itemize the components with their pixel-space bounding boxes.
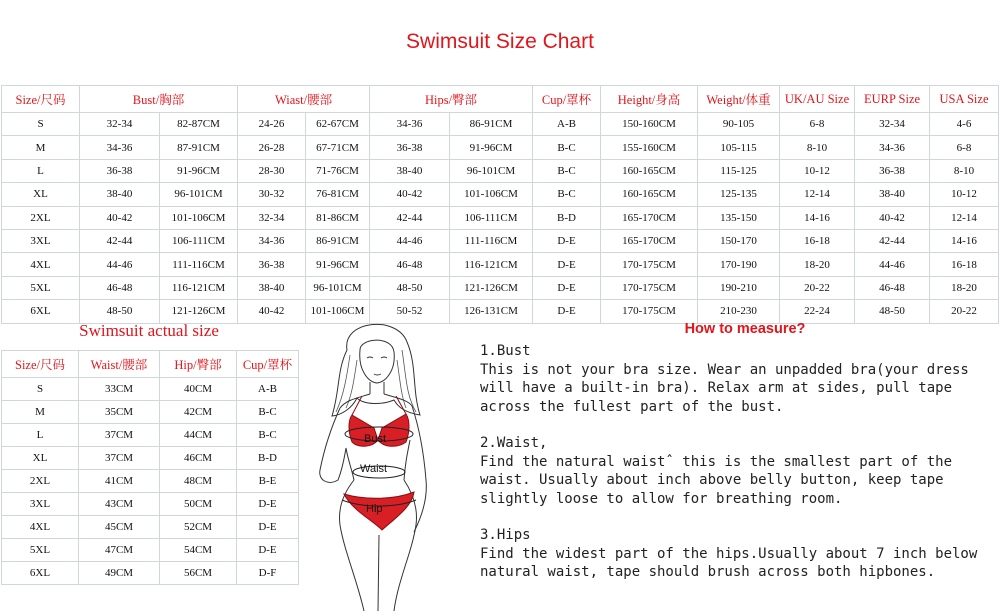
table-cell: 40-42 [80,206,160,229]
table-cell: A-B [533,113,601,136]
table-cell: 125-135 [698,183,780,206]
table-cell: 86-91CM [306,229,370,252]
table-cell: B-C [533,159,601,182]
table-cell: 16-18 [780,229,855,252]
table-cell: 87-91CM [160,136,238,159]
table-row [2,300,999,323]
table-cell: XL [2,183,80,206]
table-cell: 121-126CM [160,300,238,323]
body-measurement-figure [302,320,470,611]
table-row [2,470,299,493]
table-cell: 10-12 [930,183,999,206]
header-usa-size: USA Size [930,86,999,113]
waist-label: Waist [360,463,388,475]
table-cell: 3XL [2,493,79,516]
table-cell: 48-50 [855,300,930,323]
table-cell: 22-24 [780,300,855,323]
header-weight: Weight/体重 [698,86,780,113]
actual-header-cup: Cup/罩杯 [237,351,299,378]
table-cell: 42-44 [80,229,160,252]
table-cell: 160-165CM [601,159,698,182]
table-cell: 44-46 [855,253,930,276]
table-cell: 40CM [160,378,237,401]
table-cell: D-E [533,276,601,299]
table-cell: 6XL [2,300,80,323]
table-cell: 165-170CM [601,206,698,229]
table-cell: 49CM [79,562,160,585]
table-row [2,378,299,401]
table-cell: 210-230 [698,300,780,323]
table-row [2,401,299,424]
table-cell: 101-106CM [160,206,238,229]
table-row [2,229,999,252]
table-cell: 45CM [79,516,160,539]
table-cell: 43CM [79,493,160,516]
table-row [2,562,299,585]
table-cell: 8-10 [780,136,855,159]
table-cell: 91-96CM [160,159,238,182]
table-cell: 34-36 [238,229,306,252]
table-cell: 36-38 [80,159,160,182]
table-cell: 121-126CM [450,276,533,299]
table-cell: 34-36 [855,136,930,159]
table-cell: 48-50 [80,300,160,323]
table-cell: 32-34 [80,113,160,136]
table-cell: 42-44 [855,229,930,252]
table-cell: 6-8 [930,136,999,159]
table-cell: 20-22 [930,300,999,323]
table-cell: 48CM [160,470,237,493]
header-hips: Hips/臀部 [370,86,533,113]
table-cell: 14-16 [780,206,855,229]
table-cell: 46CM [160,447,237,470]
header-cup: Cup/罩杯 [533,86,601,113]
table-cell: 28-30 [238,159,306,182]
header-eurp-size: EURP Size [855,86,930,113]
woman-figure-illustration [302,320,470,611]
table-cell: 37CM [79,424,160,447]
table-cell: 18-20 [930,276,999,299]
waist-heading: 2.Waist, [480,435,548,451]
actual-size-title: Swimsuit actual size [79,321,219,340]
table-cell: 96-101CM [450,159,533,182]
table-cell: 101-106CM [450,183,533,206]
header-height: Height/身高 [601,86,698,113]
hips-text: Find the widest part of the hips.Usually about 7 inch below natural waist, tape should brush across both hipbones. [480,545,986,580]
table-cell: D-E [237,516,299,539]
table-cell: 40-42 [370,183,450,206]
table-cell: 50CM [160,493,237,516]
table-cell: 111-116CM [160,253,238,276]
bust-instruction [480,342,1000,416]
table-row [2,253,999,276]
table-cell: B-D [237,447,299,470]
table-cell: 32-34 [855,113,930,136]
bust-text: This is not your bra size. Wear an unpadded bra(your dress will have a built-in bra). Relax arm at sides, pull tape across the fullest part of the bust. [480,361,978,415]
table-row [2,493,299,516]
table-cell: D-E [533,253,601,276]
measure-instructions [480,342,1000,600]
table-cell: B-D [533,206,601,229]
header-waist: Wiast/腰部 [238,86,370,113]
how-to-measure-title: How to measure? [684,321,806,337]
table-cell: D-F [237,562,299,585]
table-cell: 42CM [160,401,237,424]
table-cell: 91-96CM [450,136,533,159]
table-cell: 3XL [2,229,80,252]
table-cell: 4XL [2,253,80,276]
table-cell: 150-160CM [601,113,698,136]
table-cell: 106-111CM [450,206,533,229]
table-cell: 30-32 [238,183,306,206]
table-cell: 37CM [79,447,160,470]
table-cell: 76-81CM [306,183,370,206]
table-cell: D-E [533,229,601,252]
table-cell: XL [2,447,79,470]
table-cell: 52CM [160,516,237,539]
table-row [2,424,299,447]
table-cell: 46-48 [80,276,160,299]
table-cell: 150-170 [698,229,780,252]
table-cell: 5XL [2,276,80,299]
table-cell: D-E [533,300,601,323]
table-cell: 4XL [2,516,79,539]
table-cell: 135-150 [698,206,780,229]
table-cell: 46-48 [855,276,930,299]
table-cell: M [2,401,79,424]
table-cell: 44CM [160,424,237,447]
table-cell: L [2,159,80,182]
table-cell: 106-111CM [160,229,238,252]
table-cell: 115-125 [698,159,780,182]
table-cell: D-E [237,493,299,516]
table-cell: 6-8 [780,113,855,136]
table-cell: B-C [533,136,601,159]
table-cell: 10-12 [780,159,855,182]
hips-heading: 3.Hips [480,527,531,543]
table-cell: 38-40 [80,183,160,206]
table-cell: 160-165CM [601,183,698,206]
table-cell: A-B [237,378,299,401]
hips-instruction [480,526,1000,582]
table-cell: 4-6 [930,113,999,136]
header-size: Size/尺码 [2,86,80,113]
table-cell: 26-28 [238,136,306,159]
table-cell: 36-38 [370,136,450,159]
table-cell: 155-160CM [601,136,698,159]
bust-label: Bust [364,433,387,445]
table-cell: 62-67CM [306,113,370,136]
table-cell: 2XL [2,470,79,493]
table-cell: 36-38 [855,159,930,182]
table-row [2,113,999,136]
table-row [2,206,999,229]
table-cell: 190-210 [698,276,780,299]
table-cell: D-E [237,539,299,562]
table-cell: 165-170CM [601,229,698,252]
actual-size-header-row [2,351,299,378]
table-cell: 96-101CM [306,276,370,299]
header-bust: Bust/胸部 [80,86,238,113]
table-cell: 82-87CM [160,113,238,136]
table-cell: 86-91CM [450,113,533,136]
table-cell: 6XL [2,562,79,585]
table-cell: 116-121CM [450,253,533,276]
table-cell: 16-18 [930,253,999,276]
table-cell: 34-36 [370,113,450,136]
table-cell: L [2,424,79,447]
table-cell: 35CM [79,401,160,424]
table-cell: 8-10 [930,159,999,182]
waist-instruction [480,434,1000,508]
actual-header-hip: Hip/臀部 [160,351,237,378]
table-cell: 12-14 [930,206,999,229]
table-cell: S [2,113,80,136]
table-cell: 38-40 [370,159,450,182]
table-cell: 44-46 [80,253,160,276]
table-cell: 105-115 [698,136,780,159]
hip-label: Hip [366,503,383,515]
table-row [2,276,999,299]
actual-header-waist: Waist/腰部 [79,351,160,378]
table-cell: 36-38 [238,253,306,276]
table-cell: 32-34 [238,206,306,229]
size-chart-header-row [2,86,999,113]
table-cell: B-C [237,401,299,424]
table-cell: 56CM [160,562,237,585]
table-cell: 2XL [2,206,80,229]
table-row [2,539,299,562]
table-cell: 170-190 [698,253,780,276]
table-cell: 170-175CM [601,253,698,276]
table-cell: S [2,378,79,401]
table-cell: 34-36 [80,136,160,159]
table-cell: 54CM [160,539,237,562]
table-cell: 96-101CM [160,183,238,206]
table-cell: B-E [237,470,299,493]
table-row [2,136,999,159]
table-cell: 40-42 [855,206,930,229]
table-cell: 38-40 [855,183,930,206]
table-cell: 90-105 [698,113,780,136]
table-cell: 46-48 [370,253,450,276]
waist-text: Find the natural waistˆ this is the smallest part of the waist. Usually about inch above belly button, keep tape slightly loose to allow for breathing room. [480,453,961,507]
table-cell: 42-44 [370,206,450,229]
table-cell: 101-106CM [306,300,370,323]
table-cell: 111-116CM [450,229,533,252]
table-cell: 41CM [79,470,160,493]
table-cell: M [2,136,80,159]
table-cell: 170-175CM [601,276,698,299]
size-chart-table [1,85,999,324]
table-cell: 50-52 [370,300,450,323]
table-cell: B-C [237,424,299,447]
table-cell: 126-131CM [450,300,533,323]
table-cell: 71-76CM [306,159,370,182]
table-cell: 40-42 [238,300,306,323]
table-row [2,183,999,206]
table-cell: 20-22 [780,276,855,299]
table-cell: 91-96CM [306,253,370,276]
table-cell: 81-86CM [306,206,370,229]
table-cell: 116-121CM [160,276,238,299]
table-cell: 47CM [79,539,160,562]
table-cell: B-C [533,183,601,206]
actual-header-size: Size/尺码 [2,351,79,378]
chart-title: Swimsuit Size Chart [406,30,594,53]
bust-heading: 1.Bust [480,343,531,359]
table-row [2,447,299,470]
header-uk-au-size: UK/AU Size [780,86,855,113]
table-cell: 170-175CM [601,300,698,323]
table-cell: 67-71CM [306,136,370,159]
table-cell: 38-40 [238,276,306,299]
table-cell: 12-14 [780,183,855,206]
table-row [2,516,299,539]
table-cell: 44-46 [370,229,450,252]
table-row [2,159,999,182]
table-cell: 5XL [2,539,79,562]
table-cell: 33CM [79,378,160,401]
table-cell: 24-26 [238,113,306,136]
table-cell: 14-16 [930,229,999,252]
actual-size-table [1,350,299,585]
table-cell: 48-50 [370,276,450,299]
table-cell: 18-20 [780,253,855,276]
